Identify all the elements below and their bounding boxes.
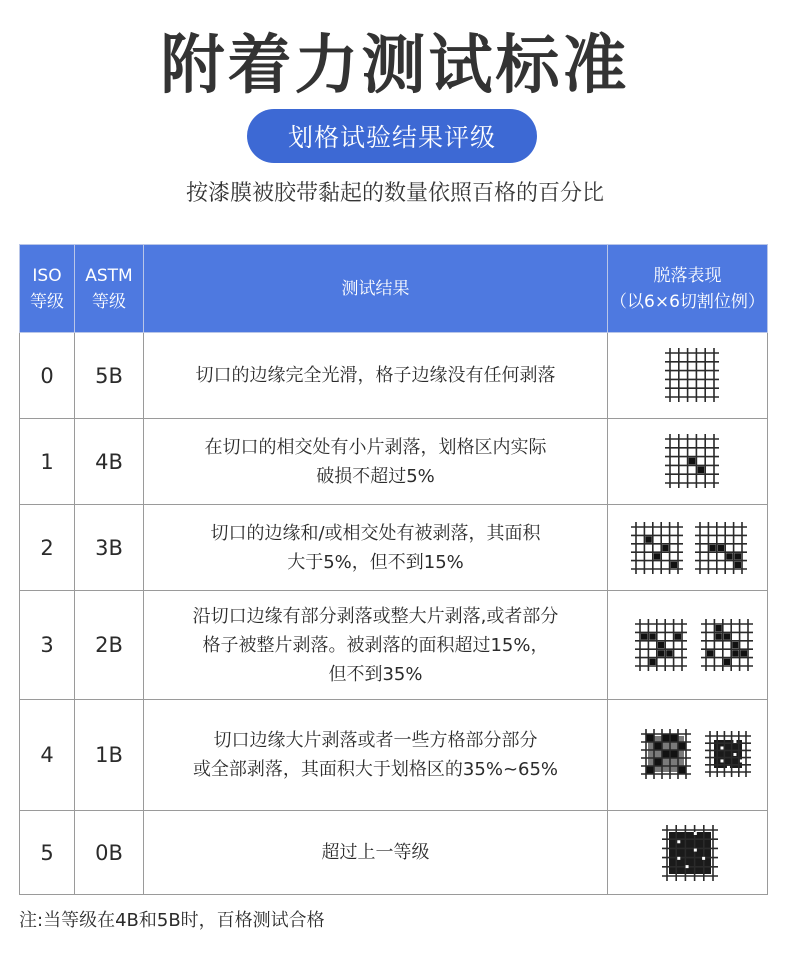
flaking-figure (608, 591, 768, 700)
header-figure-line1: 脱落表现 (653, 265, 722, 286)
result-line: 但不到35% (328, 663, 423, 685)
result-text (144, 700, 608, 811)
table-row (20, 591, 768, 700)
result-line: 在切口的相交处有小片剥落，划格区内实际 (204, 436, 547, 458)
astm-grade: 0B (75, 811, 144, 895)
result-line: 沿切口边缘有部分剥落或整大片剥落,或者部分 (192, 605, 559, 627)
result-line: 切口的边缘和/或相交处有被剥落，其面积 (210, 522, 541, 544)
header-astm-line2: 等级 (92, 291, 126, 312)
crosshatch-grid-icon (613, 723, 763, 787)
result-line: 格子被整片剥落。被剥落的面积超过15%， (202, 634, 549, 656)
result-text (144, 505, 608, 591)
header-figure (608, 245, 768, 333)
iso-grade: 3 (20, 591, 75, 700)
iso-grade: 1 (20, 419, 75, 505)
iso-grade: 2 (20, 505, 75, 591)
table-row (20, 333, 768, 419)
result-line: 大于5%，但不到15% (287, 551, 464, 573)
iso-grade: 4 (20, 700, 75, 811)
iso-grade: 5 (20, 811, 75, 895)
result-line: 或全部剥落，其面积大于划格区的35%~65% (192, 759, 559, 780)
footnote: 注:当等级在4B和5B时，百格测试合格 (19, 910, 325, 931)
section-badge (247, 109, 537, 163)
result-line: 切口的边缘完全光滑，格子边缘没有任何剥落 (195, 365, 556, 386)
crosshatch-grid-icon (613, 516, 763, 580)
result-text (144, 419, 608, 505)
crosshatch-grid-icon (613, 346, 763, 406)
rating-table (19, 244, 768, 895)
section-badge-label: 划格试验结果评级 (287, 123, 496, 152)
table-header-row (20, 245, 768, 333)
header-result: 测试结果 (144, 245, 608, 333)
crosshatch-grid-icon (613, 432, 763, 492)
header-astm (75, 245, 144, 333)
header-astm-line1: ASTM (85, 265, 133, 286)
result-text (144, 591, 608, 700)
crosshatch-grid-icon (613, 823, 763, 883)
result-line: 超过上一等级 (321, 842, 430, 863)
page-title: 附着力测试标准 (160, 29, 630, 103)
astm-grade: 1B (75, 700, 144, 811)
result-line: 破损不超过5% (316, 465, 435, 487)
header-figure-line2: （以6×6切割位例） (610, 291, 765, 312)
flaking-figure (608, 811, 768, 895)
astm-grade: 2B (75, 591, 144, 700)
result-line: 切口边缘大片剥落或者一些方格部分部分 (213, 730, 538, 751)
astm-grade: 3B (75, 505, 144, 591)
table-row (20, 811, 768, 895)
table-row (20, 505, 768, 591)
flaking-figure (608, 419, 768, 505)
iso-grade: 0 (20, 333, 75, 419)
result-text (144, 811, 608, 895)
page-subtitle: 按漆膜被胶带黏起的数量依照百格的百分比 (185, 181, 604, 206)
flaking-figure (608, 333, 768, 419)
astm-grade: 4B (75, 419, 144, 505)
header-iso (20, 245, 75, 333)
crosshatch-grid-icon (613, 613, 763, 677)
table-row (20, 419, 768, 505)
flaking-figure (608, 505, 768, 591)
flaking-figure (608, 700, 768, 811)
header-iso-line2: 等级 (30, 291, 64, 312)
header-iso-line1: ISO (32, 265, 62, 286)
astm-grade: 5B (75, 333, 144, 419)
result-text (144, 333, 608, 419)
table-row (20, 700, 768, 811)
